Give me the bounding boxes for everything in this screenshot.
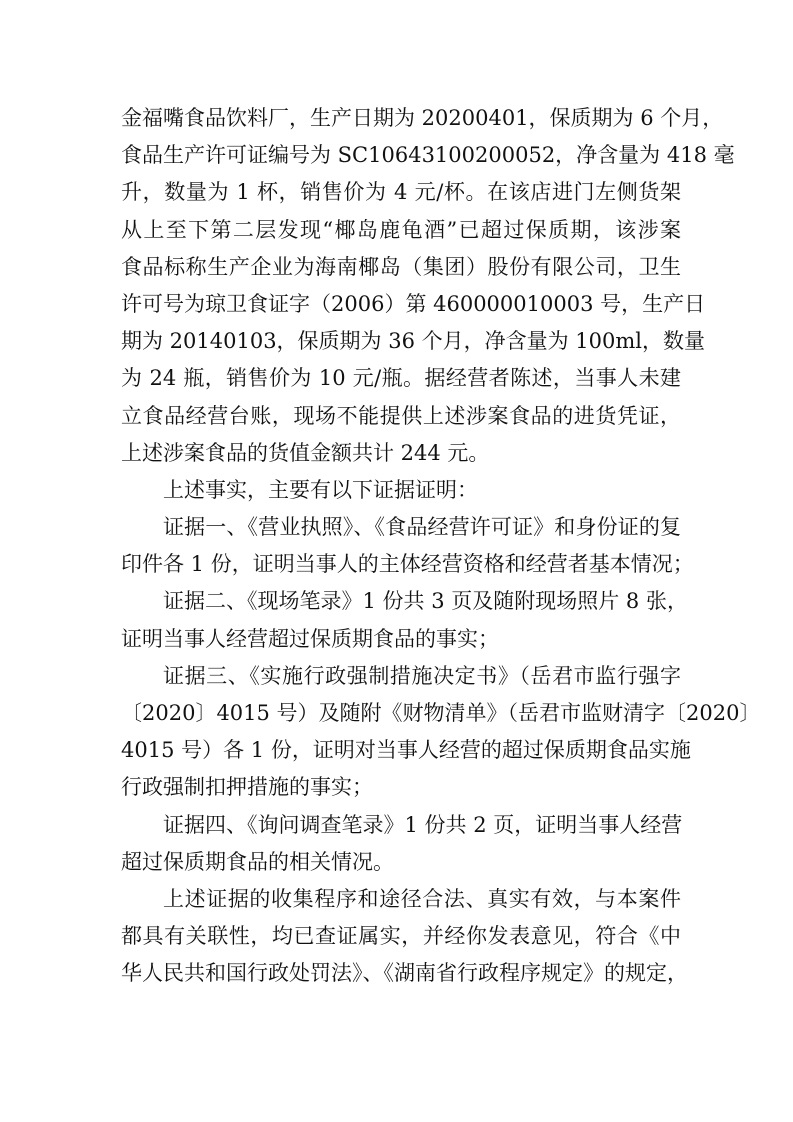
text-line: 为 24 瓶，销售价为 10 元/瓶。据经营者陈述，当事人未建 xyxy=(121,366,681,391)
text-line: 印件各 1 份，证明当事人的主体经营资格和经营者基本情况； xyxy=(121,552,694,577)
text-line: 证据二、《现场笔录》1 份共 3 页及随附现场照片 8 张， xyxy=(163,589,688,614)
text-line: 华人民共和国行政处罚法》、《湖南省行政程序规定》的规定， xyxy=(121,961,688,986)
text-line: 立食品经营台账，现场不能提供上述涉案食品的进货凭证， xyxy=(121,403,681,428)
paragraph-evidence-three xyxy=(121,658,761,807)
text-line: 证据四、《询问调查笔录》1 份共 2 页，证明当事人经营 xyxy=(163,812,683,837)
text-line: 食品生产许可证编号为 SC10643100200052，净含量为 418 毫 xyxy=(121,143,735,168)
text-line: 期为 20140103，保质期为 36 个月，净含量为 100ml，数量 xyxy=(121,329,706,354)
paragraph-evidence-intro xyxy=(121,472,681,509)
text-line: 〔2020〕4015 号）及随附《财物清单》（岳君市监财清字〔2020〕 xyxy=(121,701,761,725)
text-line: 许可号为琼卫食证字（2006）第 460000010003 号，生产日 xyxy=(121,291,706,316)
text-line: 金福嘴食品饮料厂，生产日期为 20200401，保质期为 6 个月， xyxy=(121,106,724,130)
paragraph-evidence-two xyxy=(121,583,688,657)
text-line: 上述事实，主要有以下证据证明： xyxy=(163,477,478,502)
text-line: 上述涉案食品的货值金额共计 244 元。 xyxy=(121,440,490,465)
text-line: 从上至下第二层发现“椰岛鹿龟酒”已超过保质期，该涉案 xyxy=(121,217,681,242)
text-line: 行政强制扣押措施的事实； xyxy=(121,775,373,800)
text-line: 超过保质期食品的相关情况。 xyxy=(121,849,394,874)
paragraph-evidence-conclusion xyxy=(121,881,688,993)
paragraph-evidence-one xyxy=(121,509,694,583)
text-line: 证明当事人经营超过保质期食品的事实； xyxy=(121,626,499,651)
text-line: 上述证据的收集程序和途径合法、真实有效，与本案件 xyxy=(163,886,681,911)
paragraph-evidence-four xyxy=(121,807,681,881)
text-line: 证据一、《营业执照》、《食品经营许可证》和身份证的复 xyxy=(163,515,681,540)
paragraph-case-facts xyxy=(121,100,735,472)
text-line: 4015 号）各 1 份，证明对当事人经营的超过保质期食品实施 xyxy=(121,738,691,763)
document-body xyxy=(121,100,761,993)
text-line: 证据三、《实施行政强制措施决定书》（岳君市监行强字 xyxy=(163,663,681,688)
text-line: 都具有关联性，均已查证属实，并经你发表意见，符合《中 xyxy=(121,924,681,949)
text-line: 升，数量为 1 杯，销售价为 4 元/杯。在该店进门左侧货架 xyxy=(121,180,681,205)
text-line: 食品标称生产企业为海南椰岛（集团）股份有限公司，卫生 xyxy=(121,254,681,279)
